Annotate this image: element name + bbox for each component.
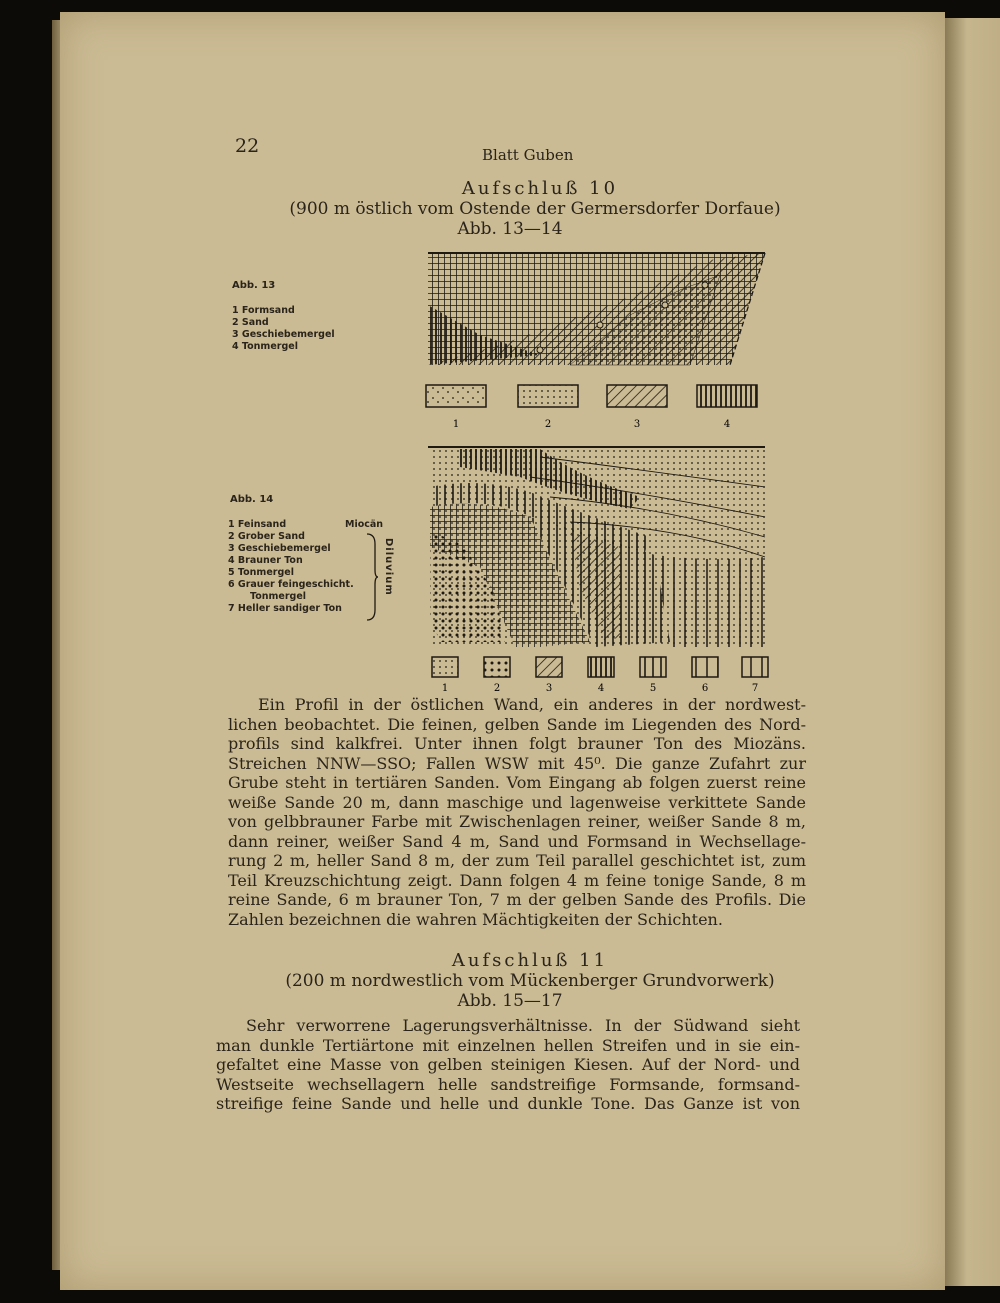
paragraph-line: weiße Sande 20 m, dann maschige und lagenweise verkittete Sande [228,792,806,812]
fig14-swatch-number: 1 [441,683,449,694]
paragraph-2 [216,1016,800,1114]
fig13-diagram [420,245,770,435]
paragraph-line: man dunkle Tertiärtone mit einzelnen hellen Streifen und in sie ein- [216,1035,800,1055]
running-head: Blatt Guben [482,146,574,164]
fig13-swatch-number: 2 [544,419,552,430]
paragraph-line: gefaltet eine Masse von gelben steinigen Kiesen. Auf der Nord- und [216,1055,800,1074]
fig14-swatch-grober-sand [484,657,510,677]
paragraph-line: Streichen NNW—SSO; Fallen WSW mit 45⁰. Die ganze Zufahrt zur [228,753,806,773]
fig13-swatch-sand [518,385,578,407]
fig14-legend-item: 3 Geschiebemergel [228,543,331,554]
paragraph-line: Sehr verworrene Lagerungsverhältnisse. In der Südwand sieht [246,1016,800,1035]
fig13-legend [232,305,335,353]
fig13-swatch-tonmergel [697,385,757,407]
fig14-swatch-feinsand [432,657,458,677]
paragraph-line: Teil Kreuzschichtung zeigt. Dann folgen 4 m feine tonige Sande, 8 m [228,870,806,890]
fig14-swatch-geschiebemergel [536,657,562,677]
fig14-swatch-brauner-ton [588,657,614,677]
fig14-legend-item: Tonmergel [250,591,307,602]
fig14-miocaen-label: Miocän [345,519,384,530]
fig14-diluvium-label: Diluvium [383,538,394,596]
fig14-legend-item: 6 Grauer feingeschicht. [228,579,354,590]
fig14-swatch-tonmergel [640,657,666,677]
fig13-legend-item: 3 Geschiebemergel [232,329,335,340]
page-number: 22 [235,135,260,157]
fig13-legend-item: 4 Tonmergel [232,341,298,352]
fig13-legend-item: 2 Sand [232,317,269,328]
paragraph-line: lichen beobachtet. Die feinen, gelben Sande im Liegenden des Nord- [228,714,806,734]
paragraph-line: dann reiner, weißer Sand 4 m, Sand und Formsand in Wechsellage- [228,831,806,851]
paragraph-line: Zahlen bezeichnen die wahren Mächtigkeiten der Schichten. [228,909,723,929]
next-page-edge [945,18,1000,1286]
fig14-brace [365,532,379,622]
fig13-swatch-number: 1 [452,419,460,430]
fig14-legend-item: 5 Tonmergel [228,567,294,578]
section-10-title: Aufschluß 10 [461,178,619,199]
section-11-title: Aufschluß 11 [451,950,609,971]
section-11-figures: Abb. 15—17 [457,991,563,1011]
fig14-swatch-grauer-tonmergel [692,657,718,677]
fig14-legend-item: 1 Feinsand [228,519,287,530]
paragraph-line: Westseite wechsellagern helle sandstreifige Formsande, formsand- [216,1074,800,1094]
fig14-swatch-heller-ton [742,657,768,677]
fig14-legend-item: 2 Grober Sand [228,531,305,542]
fig14-swatch-number: 5 [649,683,657,694]
paragraph-line: streifige feine Sande und helle und dunkle Tone. Das Ganze ist von [216,1094,800,1113]
section-10-figures: Abb. 13—14 [457,219,563,239]
fig13-legend-item: 1 Formsand [232,305,295,316]
fig14-diagram [420,437,770,699]
fig13-swatch-geschiebemergel [607,385,667,407]
fig13-swatch-formsand [426,385,486,407]
fig13-swatch-number: 3 [633,419,641,430]
fig14-legend-item: 7 Heller sandiger Ton [228,603,342,614]
fig14-legend-item: 4 Brauner Ton [228,555,303,566]
fig14-swatch-number: 7 [751,683,759,694]
paragraph-1 [228,695,806,929]
fig14-swatch-number: 6 [701,683,709,694]
section-10-subtitle: (900 m östlich vom Ostende der Germersdorfer Dorfaue) [289,199,781,219]
paragraph-line: reine Sande, 6 m brauner Ton, 7 m der gelben Sande des Profils. Die [228,890,806,909]
fig14-swatch-number: 2 [493,683,501,694]
paragraph-line: von gelbbrauner Farbe mit Zwischenlagen reiner, weißer Sande 8 m, [228,812,806,831]
fig14-label: Abb. 14 [230,494,274,505]
paragraph-line: profils sind kalkfrei. Unter ihnen folgt brauner Ton des Miozäns. [228,734,806,753]
paragraph-line: Grube steht in tertiären Sanden. Vom Eingang ab folgen zuerst reine [228,773,806,792]
section-11-subtitle: (200 m nordwestlich vom Mückenberger Grundvorwerk) [285,971,775,991]
fig14-swatch-number: 3 [545,683,553,694]
paragraph-line: rung 2 m, heller Sand 8 m, der zum Teil parallel geschichtet ist, zum [228,851,806,870]
fig14-swatch-number: 4 [597,683,605,694]
fig13-swatch-number: 4 [723,419,731,430]
paragraph-line: Ein Profil in der östlichen Wand, ein anderes in der nordwest- [258,695,806,714]
fig13-label: Abb. 13 [232,280,276,291]
